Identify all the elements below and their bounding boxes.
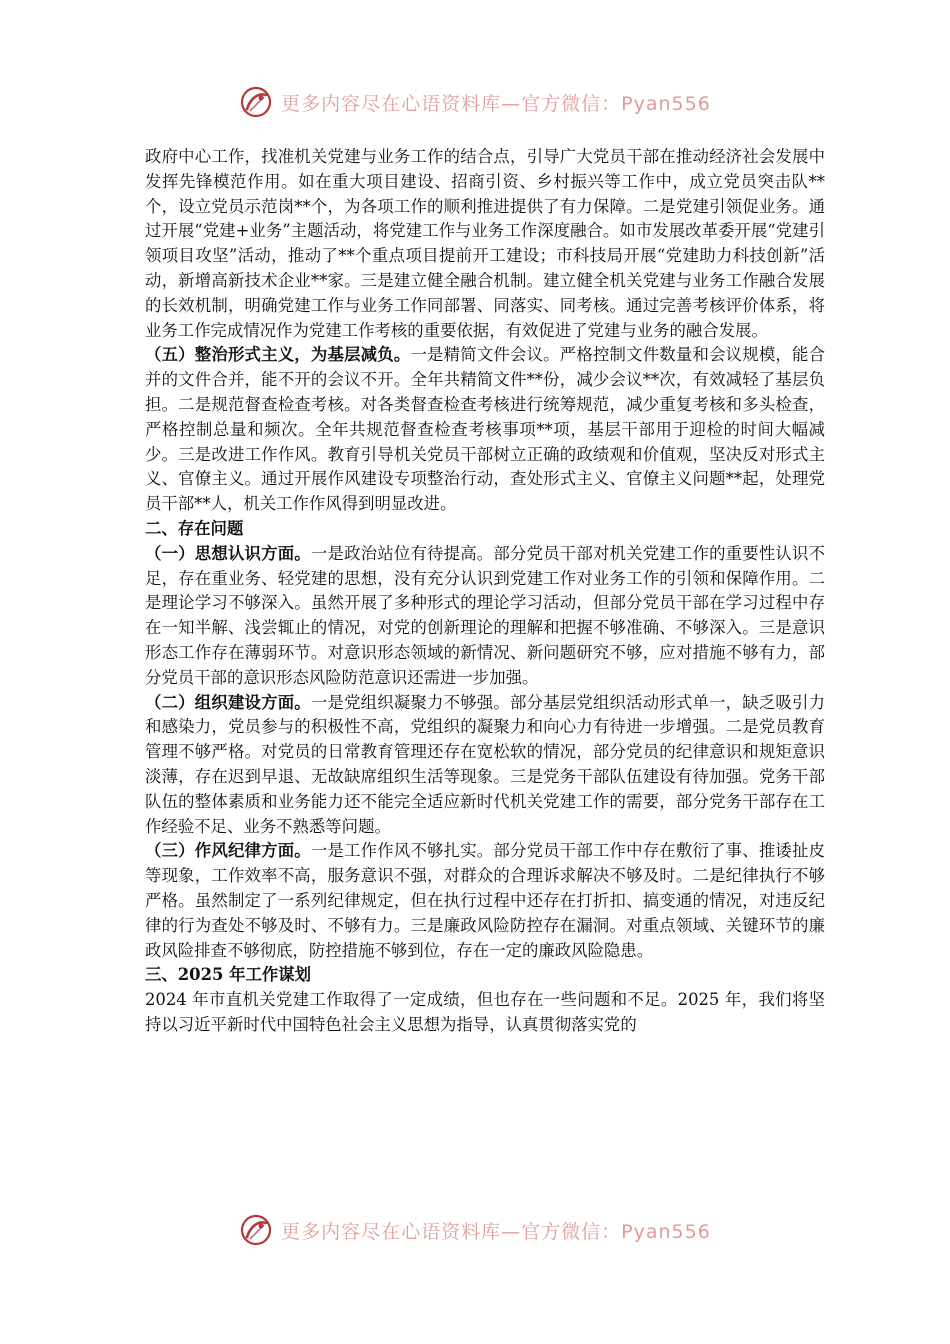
paragraph-text: 政府中心工作，找准机关党建与业务工作的结合点，引导广大党员干部在推动经济社会发展中发挥先锋模范作用。如在重大项目建设、招商引资、乡村振兴等工作中，成立党员突击队**个，设立党员示范岗**个，为各项工作的顺利推进提供了有力保障。二是党建引领促业务。通过开展“党建+业务”主题活动，将党建工作与业务工作深度融合。如市发展改革委开展“党建引领项目攻坚”活动，推动了**个重点项目提前开工建设；市科技局开展“党建助力科技创新”活动，新增高新技术企业**家。三是建立健全融合机制。建立健全机关党建与业务工作融合发展的长效机制，明确党建工作与业务工作同部署、同落实、同考核。通过完善考核评价体系，将业务工作完成情况作为党建工作考核的重要依据，有效促进了党建与业务的融合发展。 bbox=[145, 147, 825, 340]
body-paragraph bbox=[145, 145, 825, 343]
section-heading: 三、2025 年工作谋划 bbox=[145, 965, 312, 985]
brand-logo-icon bbox=[239, 85, 273, 119]
brand-logo-icon bbox=[239, 1213, 273, 1247]
paragraph-text: 一是精简文件会议。严格控制文件数量和会议规模，能合并的文件合并，能不开的会议不开。全年共精简文件**份，减少会议**次，有效减轻了基层负担。二是规范督查检查考核。对各类督查检查考核进行统筹规范，减少重复考核和多头检查，严格控制总量和频次。全年共规范督查检查考核事项**项，基层干部用于迎检的时间大幅减少。三是改进工作作风。教育引导机关党员干部树立正确的政绩观和价值观，坚决反对形式主义、官僚主义。通过开展作风建设专项整治行动，查处形式主义、官僚主义问题**起，处理党员干部**人，机关工作作风得到明显改进。 bbox=[145, 345, 826, 514]
body-paragraph bbox=[145, 988, 825, 1038]
paragraph-text: 一是政治站位有待提高。部分党员干部对机关党建工作的重要性认识不足，存在重业务、轻党建的思想，没有充分认识到党建工作对业务工作的引领和保障作用。二是理论学习不够深入。虽然开展了多种形式的理论学习活动，但部分党员干部在学习过程中存在一知半解、浅尝辄止的情况，对党的创新理论的理解和把握不够准确、不够深入。三是意识形态工作存在薄弱环节。对意识形态领域的新情况、新问题研究不够，应对措施不够有力，部分党员干部的意识形态风险防范意识还需进一步加强。 bbox=[145, 543, 826, 687]
footer-banner bbox=[0, 1210, 950, 1250]
section-heading: 二、存在问题 bbox=[145, 518, 244, 538]
banner-text: 更多内容尽在心语资料库—官方微信：Pyan556 bbox=[281, 92, 711, 115]
subsection-heading: （三）作风纪律方面。 bbox=[145, 841, 311, 861]
paragraph-text: 2024 年市直机关党建工作取得了一定成绩，但也存在一些问题和不足。2025 年，我们将坚持以习近平新时代中国特色社会主义思想为指导，认真贯彻落实党的 bbox=[145, 990, 825, 1034]
subsection-heading: （二）组织建设方面。 bbox=[145, 692, 311, 712]
subsection-heading: （五）整治形式主义，为基层减负。 bbox=[145, 345, 411, 365]
section-paragraph bbox=[145, 343, 825, 517]
document-body bbox=[145, 145, 825, 1038]
paragraph-text: 一是工作作风不够扎实。部分党员干部工作中存在敷衍了事、推诿扯皮等现象，工作效率不高，服务意识不强，对群众的合理诉求解决不够及时。二是纪律执行不够严格。虽然制定了一系列纪律规定，但在执行过程中还存在打折扣、搞变通的情况，对违反纪律的行为查处不够及时、不够有力。三是廉政风险防控存在漏洞。对重点领域、关键环节的廉政风险排查不够彻底，防控措施不够到位，存在一定的廉政风险隐患。 bbox=[145, 841, 826, 960]
paragraph-text: 一是党组织凝聚力不够强。部分基层党组织活动形式单一，缺乏吸引力和感染力，党员参与的积极性不高，党组织的凝聚力和向心力有待进一步增强。二是党员教育管理不够严格。对党员的日常教育管理还存在宽松软的情况，部分党员的纪律意识和规矩意识淡薄，存在迟到早退、无故缺席组织生活等现象。三是党务干部队伍建设有待加强。党务干部队伍的整体素质和业务能力还不能完全适应新时代机关党建工作的需要，部分党务干部存在工作经验不足、业务不熟悉等问题。 bbox=[145, 692, 826, 836]
banner-text: 更多内容尽在心语资料库—官方微信：Pyan556 bbox=[281, 1220, 711, 1243]
section-paragraph bbox=[145, 839, 825, 963]
section-paragraph bbox=[145, 542, 825, 691]
header-banner bbox=[0, 82, 950, 122]
subsection-heading: （一）思想认识方面。 bbox=[145, 543, 311, 563]
section-paragraph bbox=[145, 691, 825, 840]
